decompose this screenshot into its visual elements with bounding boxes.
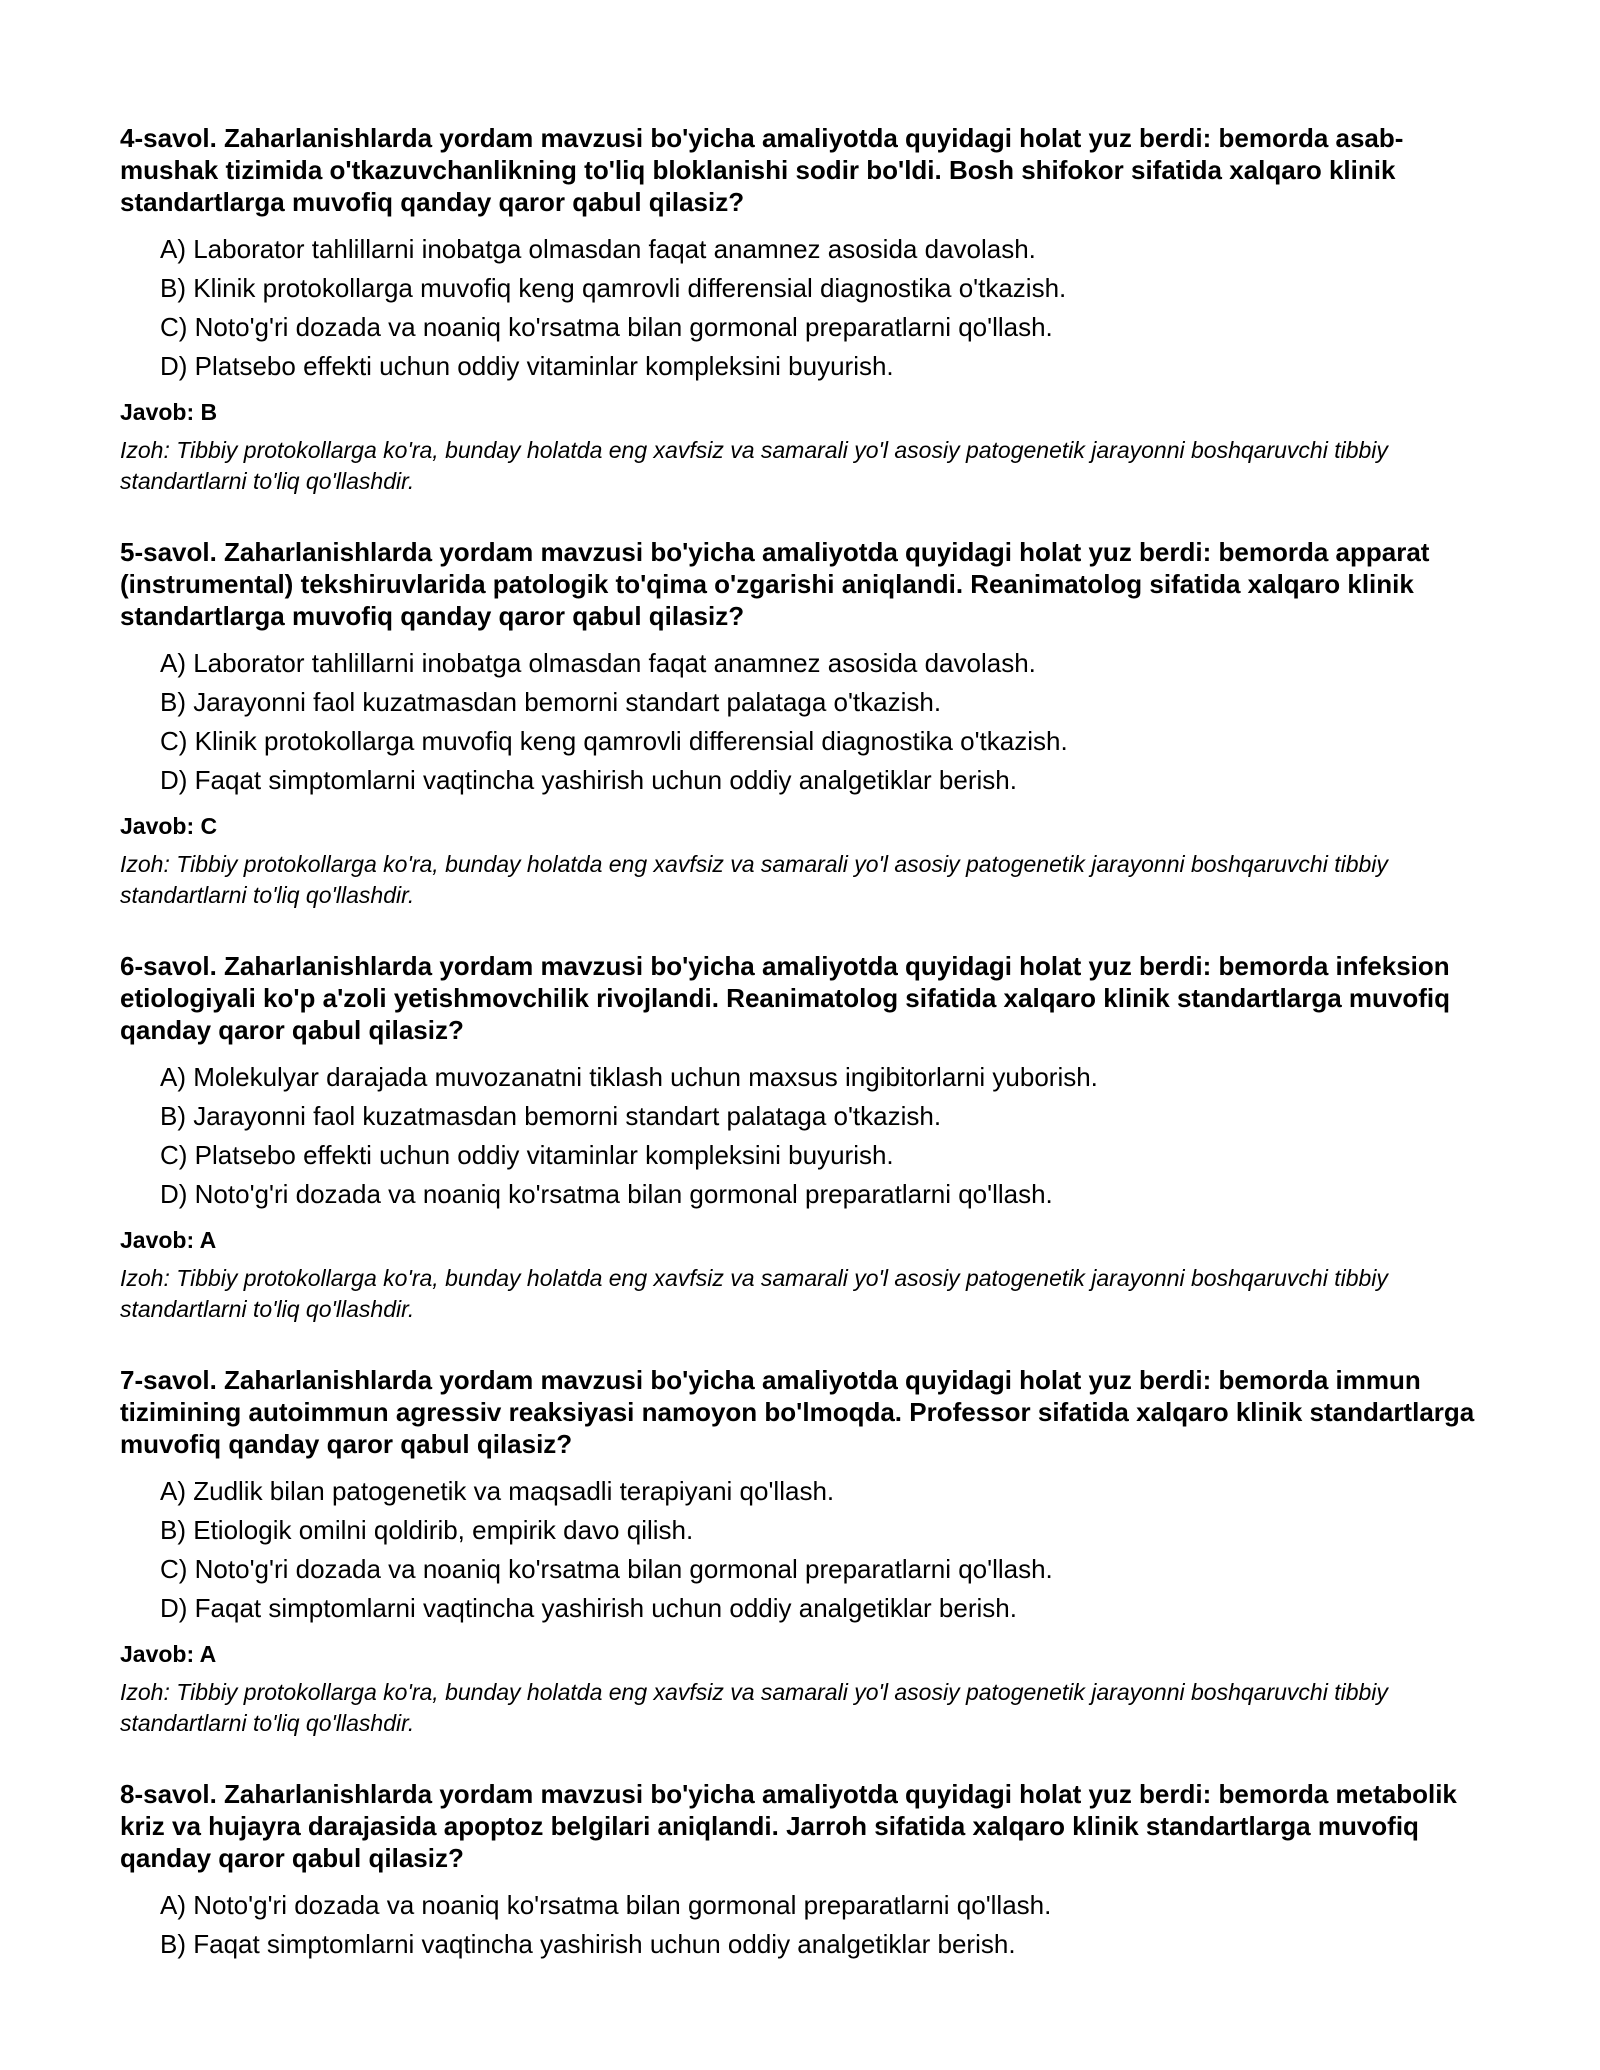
question-title: 7-savol. Zaharlanishlarda yordam mavzusi bo'yicha amaliyotda quyidagi holat yuz berdi: bemorda immun tizimining autoimmun agressiv reaksiyasi namoyon bo'lmoqda. Professor sifatida xalqaro klinik standartlarga muvofiq qanday qaror qabul qilasiz? bbox=[120, 1365, 1475, 1459]
option-a: A) Laborator tahlillarni inobatga olmasdan faqat anamnez asosida davolash. bbox=[160, 648, 1036, 678]
option-a: A) Molekulyar darajada muvozanatni tiklash uchun maxsus ingibitorlarni yuborish. bbox=[160, 1062, 1098, 1092]
option-c: C) Noto'g'ri dozada va noaniq ko'rsatma bilan gormonal preparatlarni qo'llash. bbox=[160, 1554, 1053, 1584]
question-title: 6-savol. Zaharlanishlarda yordam mavzusi bo'yicha amaliyotda quyidagi holat yuz berdi: bemorda infeksion etiologiyali ko'p a'zoli yetishmovchilik rivojlandi. Reanimatolog sifatida xalqaro klinik standartlarga muvofiq qanday qaror qabul qilasiz? bbox=[120, 951, 1451, 1045]
option-b: B) Jarayonni faol kuzatmasdan bemorni standart palataga o'tkazish. bbox=[160, 1101, 942, 1131]
answer: Javob: A bbox=[120, 1227, 217, 1253]
question-title: 5-savol. Zaharlanishlarda yordam mavzusi bo'yicha amaliyotda quyidagi holat yuz berdi: bemorda apparat (instrumental) tekshiruvlarida patologik to'qima o'zgarishi aniqlandi. Reanimatolog sifatida xalqaro klinik standartlarga muvofiq qanday qaror qabul qilasiz? bbox=[120, 537, 1430, 631]
option-d: D) Faqat simptomlarni vaqtincha yashirish uchun oddiy analgetiklar berish. bbox=[160, 1593, 1017, 1623]
explanation-note: Izoh: Tibbiy protokollarga ko'ra, bunday holatda eng xavfsiz va samarali yo'l asosiy patogenetik jarayonni boshqaruvchi tibbiy standartlarni to'liq qo'llashdir. bbox=[120, 851, 1388, 908]
options-list bbox=[160, 644, 1490, 800]
option-d: D) Platsebo effekti uchun oddiy vitaminlar kompleksini buyurish. bbox=[160, 351, 894, 381]
question-7 bbox=[120, 1364, 1490, 1739]
option-d: D) Faqat simptomlarni vaqtincha yashirish uchun oddiy analgetiklar berish. bbox=[160, 765, 1017, 795]
question-8 bbox=[120, 1778, 1490, 1964]
option-b: B) Faqat simptomlarni vaqtincha yashirish uchun oddiy analgetiklar berish. bbox=[160, 1929, 1016, 1959]
option-d: D) Noto'g'ri dozada va noaniq ko'rsatma bilan gormonal preparatlarni qo'llash. bbox=[160, 1179, 1053, 1209]
answer: Javob: C bbox=[120, 813, 218, 839]
explanation-note: Izoh: Tibbiy protokollarga ko'ra, bunday holatda eng xavfsiz va samarali yo'l asosiy patogenetik jarayonni boshqaruvchi tibbiy standartlarni to'liq qo'llashdir. bbox=[120, 437, 1388, 494]
question-4 bbox=[120, 122, 1490, 497]
option-c: C) Noto'g'ri dozada va noaniq ko'rsatma bilan gormonal preparatlarni qo'llash. bbox=[160, 312, 1053, 342]
option-c: C) Klinik protokollarga muvofiq keng qamrovli differensial diagnostika o'tkazish. bbox=[160, 726, 1068, 756]
explanation-note: Izoh: Tibbiy protokollarga ko'ra, bunday holatda eng xavfsiz va samarali yo'l asosiy patogenetik jarayonni boshqaruvchi tibbiy standartlarni to'liq qo'llashdir. bbox=[120, 1265, 1388, 1322]
question-title: 4-savol. Zaharlanishlarda yordam mavzusi bo'yicha amaliyotda quyidagi holat yuz berdi: bemorda asab-mushak tizimida o'tkazuvchanlikning to'liq bloklanishi sodir bo'ldi. Bosh shifokor sifatida xalqaro klinik standartlarga muvofiq qanday qaror qabul qilasiz? bbox=[120, 123, 1404, 217]
answer: Javob: A bbox=[120, 1641, 217, 1667]
question-5 bbox=[120, 536, 1490, 911]
option-a: A) Laborator tahlillarni inobatga olmasdan faqat anamnez asosida davolash. bbox=[160, 234, 1036, 264]
option-c: C) Platsebo effekti uchun oddiy vitaminlar kompleksini buyurish. bbox=[160, 1140, 894, 1170]
options-list bbox=[160, 1058, 1490, 1214]
question-title: 8-savol. Zaharlanishlarda yordam mavzusi bo'yicha amaliyotda quyidagi holat yuz berdi: bemorda metabolik kriz va hujayra darajasida apoptoz belgilari aniqlandi. Jarroh sifatida xalqaro klinik standartlarga muvofiq qanday qaror qabul qilasiz? bbox=[120, 1779, 1457, 1873]
option-a: A) Noto'g'ri dozada va noaniq ko'rsatma bilan gormonal preparatlarni qo'llash. bbox=[160, 1890, 1052, 1920]
explanation-note: Izoh: Tibbiy protokollarga ko'ra, bunday holatda eng xavfsiz va samarali yo'l asosiy patogenetik jarayonni boshqaruvchi tibbiy standartlarni to'liq qo'llashdir. bbox=[120, 1679, 1388, 1736]
options-list bbox=[160, 230, 1490, 386]
question-6 bbox=[120, 950, 1490, 1325]
document-page bbox=[120, 122, 1490, 2003]
answer: Javob: B bbox=[120, 399, 218, 425]
option-b: B) Jarayonni faol kuzatmasdan bemorni standart palataga o'tkazish. bbox=[160, 687, 942, 717]
option-a: A) Zudlik bilan patogenetik va maqsadli terapiyani qo'llash. bbox=[160, 1476, 835, 1506]
option-b: B) Etiologik omilni qoldirib, empirik davo qilish. bbox=[160, 1515, 694, 1545]
options-list bbox=[160, 1886, 1490, 1964]
options-list bbox=[160, 1472, 1490, 1628]
option-b: B) Klinik protokollarga muvofiq keng qamrovli differensial diagnostika o'tkazish. bbox=[160, 273, 1067, 303]
